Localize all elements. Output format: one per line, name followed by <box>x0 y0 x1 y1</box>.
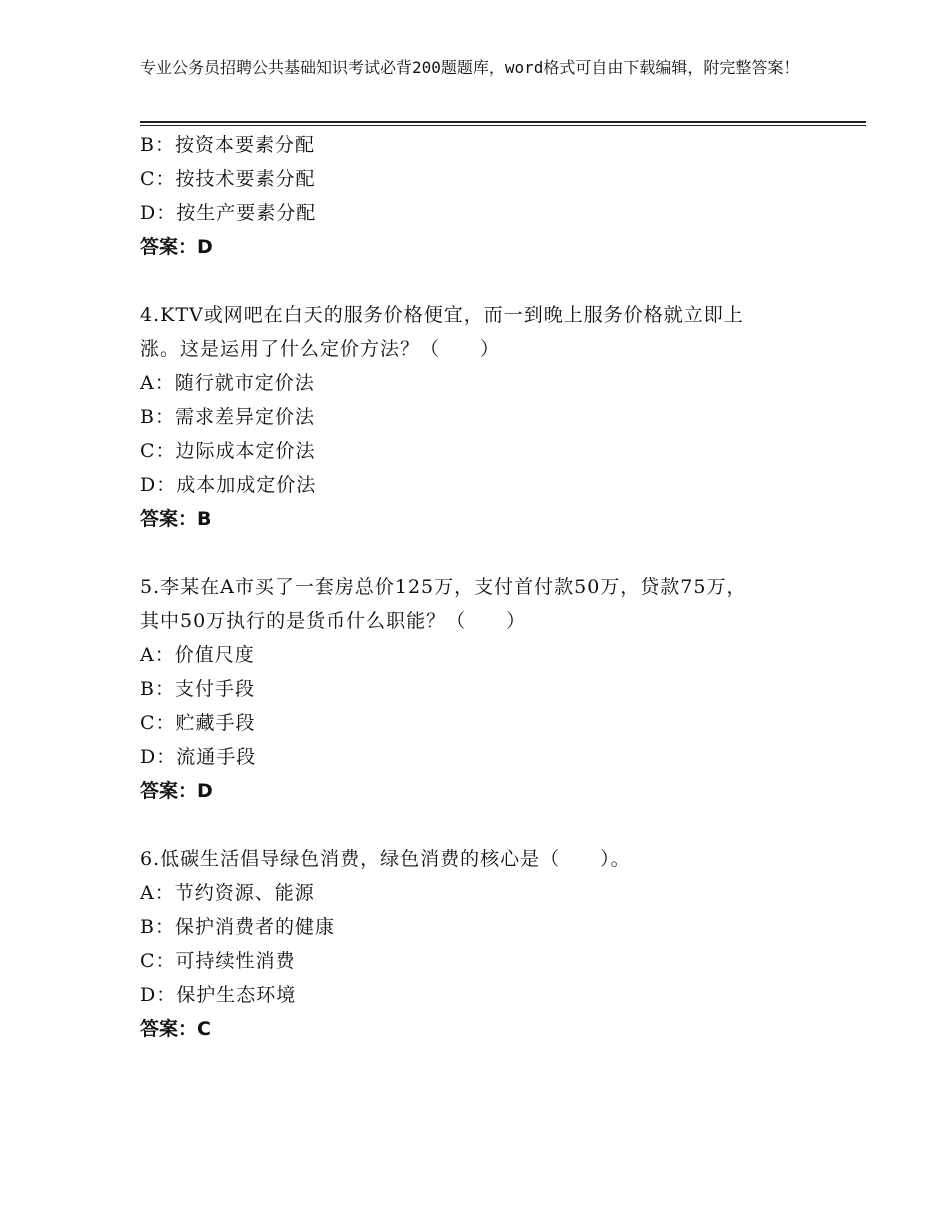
question-text-line-2: 涨。这是运用了什么定价方法？（ ） <box>140 338 501 360</box>
option-a: A：节约资源、能源 <box>140 882 315 904</box>
page-header: 专业公务员招聘公共基础知识考试必背200题题库，word格式可自由下载编辑，附完整答案！ <box>140 58 800 77</box>
option-d: D：保护生态环境 <box>140 984 297 1006</box>
header-divider-thin <box>140 125 866 126</box>
option-d: D：流通手段 <box>140 746 257 768</box>
option-c: C：边际成本定价法 <box>140 440 316 462</box>
question-text-line-1: 4.KTV或网吧在白天的服务价格便宜，而一到晚上服务价格就立即上 <box>140 304 744 326</box>
question-block-5 <box>140 570 860 808</box>
question-text-line-1: 6.低碳生活倡导绿色消费，绿色消费的核心是（ ）。 <box>140 848 631 870</box>
question-text-line-1: 5.李某在A市买了一套房总价125万，支付首付款50万，贷款75万， <box>140 576 747 598</box>
answer-label: 答案：D <box>140 780 213 802</box>
question-list <box>140 128 860 1046</box>
option-a: A：价值尺度 <box>140 644 255 666</box>
option-d: D：按生产要素分配 <box>140 202 317 224</box>
question-text-line-2: 其中50万执行的是货币什么职能？（ ） <box>140 610 527 632</box>
question-block-6 <box>140 842 860 1046</box>
spacer <box>140 264 860 298</box>
answer-label: 答案：B <box>140 508 212 530</box>
spacer <box>140 808 860 842</box>
header-divider-thick <box>140 121 866 123</box>
option-b: B：支付手段 <box>140 678 255 700</box>
option-b: B：保护消费者的健康 <box>140 916 335 938</box>
answer-label: 答案：D <box>140 236 213 258</box>
option-b: B：需求差异定价法 <box>140 406 315 428</box>
option-c: C：贮藏手段 <box>140 712 256 734</box>
question-block-4 <box>140 298 860 536</box>
option-a: A：随行就市定价法 <box>140 372 315 394</box>
answer-label: 答案：C <box>140 1018 211 1040</box>
option-c: C：可持续性消费 <box>140 950 296 972</box>
spacer <box>140 536 860 570</box>
option-b: B：按资本要素分配 <box>140 134 315 156</box>
option-d: D：成本加成定价法 <box>140 474 317 496</box>
option-c: C：按技术要素分配 <box>140 168 316 190</box>
question-block-3 <box>140 128 860 264</box>
